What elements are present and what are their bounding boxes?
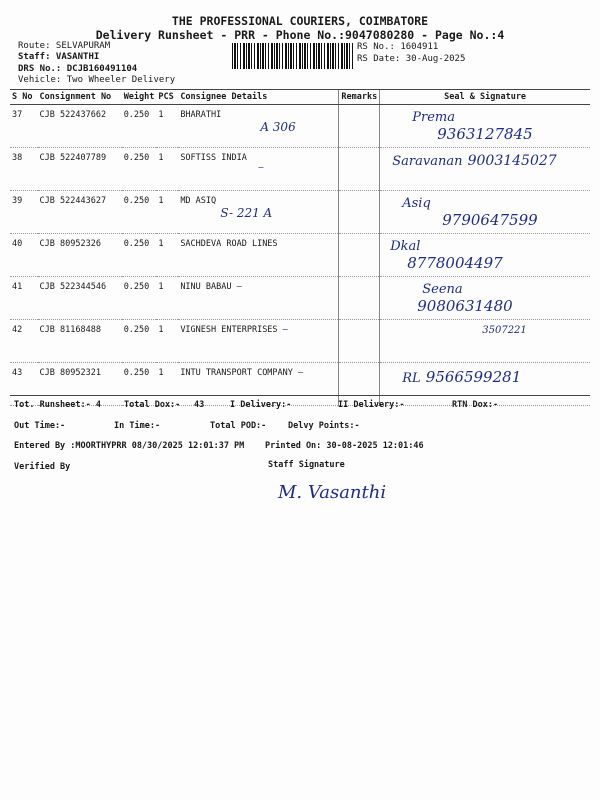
vehicle-label: Vehicle: Two Wheeler Delivery — [18, 75, 176, 85]
tick-mark: — — [298, 368, 304, 378]
row-pcs: 1 — [156, 105, 178, 148]
row-pcs: 1 — [156, 191, 178, 234]
verified-by: Verified By — [14, 462, 71, 472]
row-sno: 40 — [10, 234, 38, 277]
col-seal-signature: Seal & Signature — [380, 90, 590, 105]
row-pcs: 1 — [156, 277, 178, 320]
tick-mark: — — [282, 325, 288, 335]
row-consignee: VIGNESH ENTERPRISES — — [178, 320, 339, 363]
rtn-dox: RTN Dox:- — [452, 400, 499, 410]
table-row — [10, 277, 590, 320]
row-consignment: CJB 80952326 — [38, 234, 122, 277]
row-weight: 0.250 — [122, 148, 157, 191]
col-consignee: Consignee Details — [178, 90, 339, 105]
signature: Prema — [412, 110, 455, 125]
row-consignment: CJB 80952321 — [38, 363, 122, 406]
col-sno: S No — [10, 90, 38, 105]
out-time: Out Time:- — [14, 421, 66, 431]
runsheet-subtitle: Delivery Runsheet - PRR - Phone No.:9047080280 - Page No.:4 — [95, 28, 505, 42]
row-consignee: INTU TRANSPORT COMPANY — — [178, 363, 339, 406]
row-remarks — [339, 320, 380, 363]
barcode — [232, 43, 354, 69]
row-consignment: CJB 522344546 — [38, 277, 122, 320]
footer-divider — [10, 395, 590, 396]
row-consignment: CJB 522407789 — [38, 148, 122, 191]
signature: Seena — [422, 282, 463, 297]
entered-by: Entered By :MOORTHYPRR 08/30/2025 12:01:37 PM — [14, 441, 245, 451]
row-sno: 41 — [10, 277, 38, 320]
runsheet-table — [10, 89, 590, 406]
row-weight: 0.250 — [122, 363, 157, 406]
delvy-points: Delvy Points:- — [288, 421, 360, 431]
row-pcs: 1 — [156, 363, 178, 406]
row-consignee: BHARATHI A 306 — [178, 105, 339, 148]
total-dox-label: Total Dox:- — [124, 400, 181, 410]
row-signature — [380, 234, 590, 277]
row-sno: 39 — [10, 191, 38, 234]
tick-mark: — — [236, 282, 242, 292]
company-title: THE PROFESSIONAL COURIERS, COIMBATORE — [171, 14, 429, 28]
handwritten-phone: 8778004497 — [407, 254, 503, 272]
row-consignee: SOFTISS INDIA — — [178, 148, 339, 191]
row-sno: 42 — [10, 320, 38, 363]
row-pcs: 1 — [156, 148, 178, 191]
tick-mark: — — [258, 163, 264, 173]
row-weight: 0.250 — [122, 191, 157, 234]
staff-label: Staff: VASANTHI — [18, 52, 100, 62]
row-consignment: CJB 522437662 — [38, 105, 122, 148]
in-time: In Time:- — [114, 421, 161, 431]
row-remarks — [339, 277, 380, 320]
signature: Saravanan — [392, 154, 463, 169]
row-remarks — [339, 234, 380, 277]
staff-signature-label: Staff Signature — [268, 460, 345, 470]
route-label: Route: SELVAPURAM — [18, 41, 111, 51]
handwritten-phone: 9790647599 — [442, 211, 538, 229]
signature: Dkal — [390, 239, 421, 254]
row-remarks — [339, 191, 380, 234]
row-consignee: SACHDEVA ROAD LINES — [178, 234, 339, 277]
col-pcs: PCS — [156, 90, 178, 105]
printed-on: Printed On: 30-08-2025 12:01:46 — [265, 441, 424, 451]
signature: Asiq — [402, 196, 431, 211]
handwritten-phone: 3507221 — [482, 325, 527, 336]
row-weight: 0.250 — [122, 234, 157, 277]
total-runsheet: Tot. Runsheet:- 4 — [14, 400, 101, 410]
row-consignment: CJB 522443627 — [38, 191, 122, 234]
table-row — [10, 191, 590, 234]
staff-signature: M. Vasanthi — [278, 482, 387, 503]
row-remarks — [339, 148, 380, 191]
row-consignee: NINU BABAU — — [178, 277, 339, 320]
row-consignment: CJB 81168488 — [38, 320, 122, 363]
col-remarks: Remarks — [339, 90, 380, 105]
table-row — [10, 105, 590, 148]
ii-delivery: II Delivery:- — [338, 400, 405, 410]
row-sno: 43 — [10, 363, 38, 406]
handwritten-note: A 306 — [260, 120, 296, 134]
row-signature — [380, 320, 590, 363]
total-dox-value: 43 — [194, 400, 205, 410]
row-sno: 37 — [10, 105, 38, 148]
col-weight: Weight — [122, 90, 157, 105]
handwritten-phone: 9080631480 — [417, 297, 513, 315]
handwritten-phone: 9003145027 — [467, 153, 557, 169]
table-row — [10, 320, 590, 363]
row-weight: 0.250 — [122, 277, 157, 320]
row-pcs: 1 — [156, 320, 178, 363]
row-sno: 38 — [10, 148, 38, 191]
row-signature — [380, 277, 590, 320]
handwritten-phone: 9363127845 — [437, 125, 533, 143]
col-consignment: Consignment No — [38, 90, 122, 105]
row-pcs: 1 — [156, 234, 178, 277]
row-signature — [380, 191, 590, 234]
row-consignee: MD ASIQ S- 221 A — [178, 191, 339, 234]
row-weight: 0.250 — [122, 320, 157, 363]
handwritten-phone: 9566599281 — [425, 368, 522, 386]
table-row — [10, 148, 590, 191]
signature: RL — [402, 371, 421, 386]
rs-date: RS Date: 30-Aug-2025 — [357, 54, 466, 64]
row-weight: 0.250 — [122, 105, 157, 148]
row-signature — [380, 105, 590, 148]
rs-number: RS No.: 1604911 — [357, 42, 439, 52]
i-delivery: I Delivery:- — [230, 400, 292, 410]
total-pod: Total POD:- — [210, 421, 267, 431]
row-signature — [380, 148, 590, 191]
table-row — [10, 234, 590, 277]
row-remarks — [339, 105, 380, 148]
table-header-row — [10, 90, 590, 105]
drs-label: DRS No.: DCJB160491104 — [18, 64, 138, 74]
handwritten-note: S- 221 A — [220, 206, 273, 220]
